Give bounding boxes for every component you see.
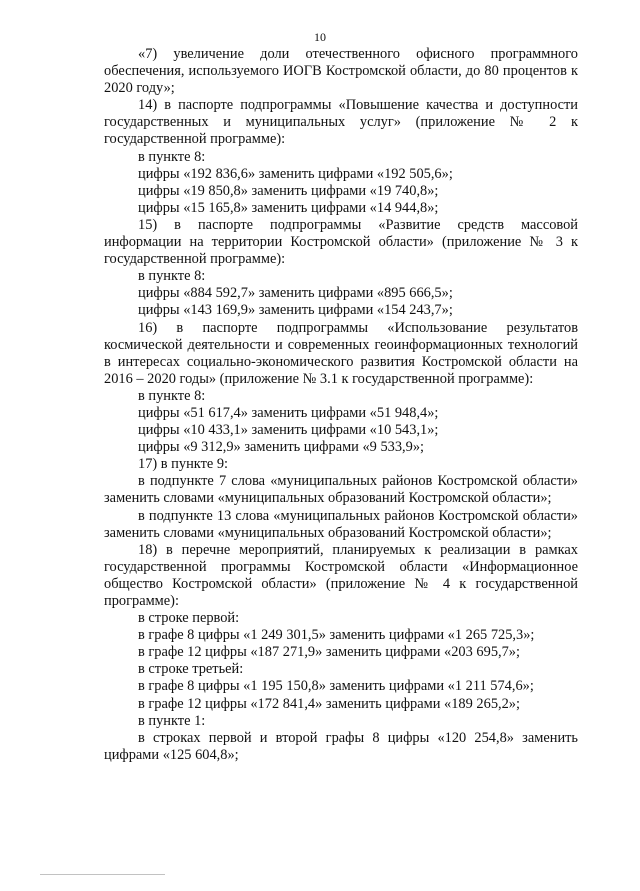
paragraph: цифры «51 617,4» заменить цифрами «51 948,4»; (138, 404, 439, 421)
paragraph: 16) в паспорте подпрограммы «Использование результатов космической деятельности и современных геоинформационных технологий в интересах социально-экономического развития Костромской области на 2016 – 2020 годы» (приложение № 3.1 к государственной программе): (104, 319, 578, 387)
document-body (104, 46, 578, 764)
paragraph: 14) в паспорте подпрограммы «Повышение качества и доступности государственных и муниципальных услуг» (приложение № 2 к государственной программе): (104, 97, 578, 148)
paragraph: цифры «10 433,1» заменить цифрами «10 543,1»; (138, 422, 439, 439)
paragraph: в строке первой: (138, 610, 240, 627)
paragraph: цифры «192 836,6» заменить цифрами «192 505,6»; (138, 165, 453, 182)
paragraph: в подпункте 7 слова «муниципальных районов Костромской области» заменить словами «муниципальных образований Костромской области»; (104, 473, 578, 507)
paragraph: цифры «9 312,9» заменить цифрами «9 533,9»; (138, 439, 425, 456)
page-number: 10 (314, 30, 326, 44)
paragraph: цифры «15 165,8» заменить цифрами «14 944,8»; (138, 199, 439, 216)
paragraph: в пункте 8: (138, 148, 206, 165)
scan-artifact-line (40, 874, 165, 875)
paragraph: «7) увеличение доли отечественного офисного программного обеспечения, используемого ИОГВ Костромской области, до 80 процентов к 2020 году»; (104, 46, 578, 97)
paragraph: в графе 12 цифры «187 271,9» заменить цифрами «203 695,7»; (138, 644, 520, 661)
paragraph: в пункте 1: (138, 712, 206, 729)
paragraph: в графе 8 цифры «1 195 150,8» заменить цифрами «1 211 574,6»; (138, 678, 534, 695)
paragraph: в строке третьей: (138, 661, 244, 678)
paragraph: 15) в паспорте подпрограммы «Развитие средств массовой информации на территории Костромской области» (приложение № 3 к государственной программе): (104, 216, 578, 268)
paragraph: в строках первой и второй графы 8 цифры «120 254,8» заменить цифрами «125 604,8»; (104, 729, 578, 763)
paragraph: в подпункте 13 слова «муниципальных районов Костромской области» заменить словами «муниципальных образований Костромской области»; (104, 507, 578, 541)
paragraph: в графе 12 цифры «172 841,4» заменить цифрами «189 265,2»; (138, 695, 520, 712)
paragraph: цифры «19 850,8» заменить цифрами «19 740,8»; (138, 182, 439, 199)
paragraph: 18) в перечне мероприятий, планируемых к реализации в рамках государственной программы Костромской области «Информационное общество Костромской области» (приложение № 4 к государственной программе): (104, 541, 578, 609)
paragraph: в графе 8 цифры «1 249 301,5» заменить цифрами «1 265 725,3»; (138, 627, 535, 644)
paragraph: цифры «143 169,9» заменить цифрами «154 243,7»; (138, 302, 453, 319)
paragraph: 17) в пункте 9: (138, 456, 229, 473)
paragraph: в пункте 8: (138, 387, 206, 404)
paragraph: в пункте 8: (138, 268, 206, 285)
paragraph: цифры «884 592,7» заменить цифрами «895 666,5»; (138, 285, 453, 302)
